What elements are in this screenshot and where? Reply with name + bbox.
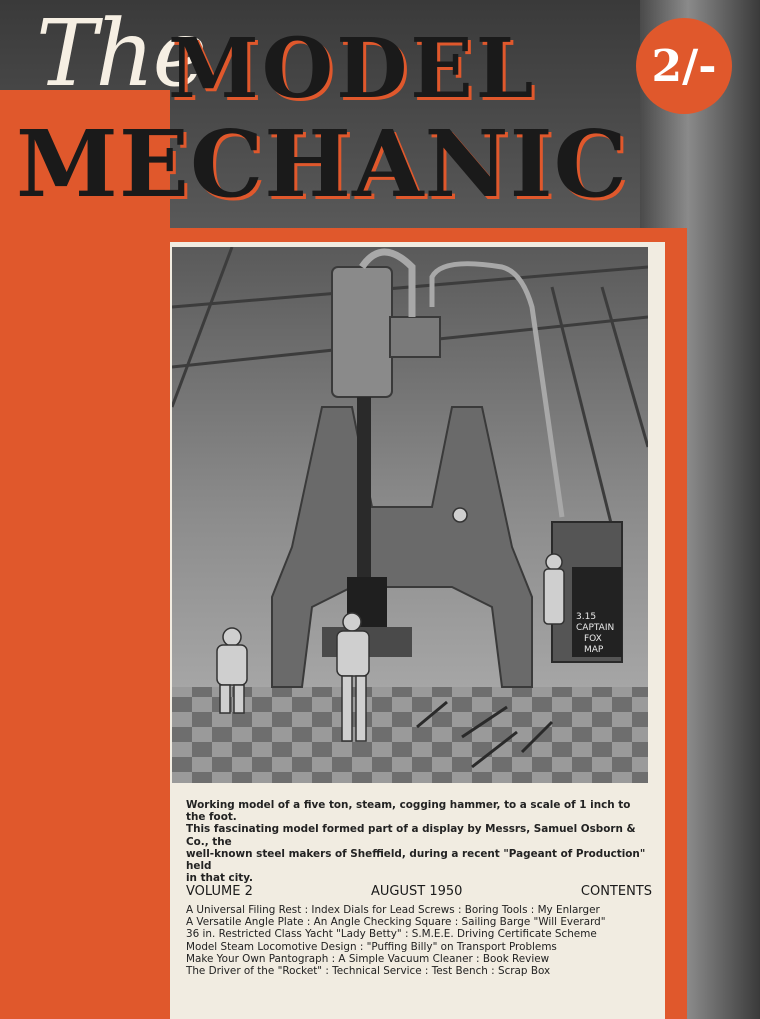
contents-heading: CONTENTS [580, 884, 652, 899]
photo-caption [186, 799, 652, 884]
caption-line: in that city. [186, 872, 253, 885]
contents-line: 36 in. Restricted Class Yacht "Lady Betty" : S.M.E.E. Driving Certificate Scheme [186, 928, 597, 941]
contents-line: The Driver of the "Rocket" : Technical Service : Test Bench : Scrap Box [186, 965, 551, 978]
volume-number: VOLUME 2 [186, 884, 253, 899]
cover-photo [172, 247, 648, 783]
sign-line: CAPTAIN [576, 623, 615, 633]
issue-date: AUGUST 1950 [371, 884, 463, 899]
contents-line: A Versatile Angle Plate : An Angle Checking Square : Sailing Barge "Will Everard" [186, 916, 606, 929]
sign-line: FOX [584, 634, 602, 644]
caption-line: Working model of a five ton, steam, cogging hammer, to a scale of 1 inch to the foot. [186, 799, 631, 824]
contents-line: A Universal Filing Rest : Index Dials for Lead Screws : Boring Tools : My Enlarger [186, 904, 600, 916]
masthead-mechanic: MECHANIC [16, 110, 628, 218]
contents-list [186, 904, 652, 977]
contents-line: Model Steam Locomotive Design : "Puffing Billy" on Transport Problems [186, 940, 557, 953]
sign-line: MAP [584, 645, 604, 655]
issue-info-row [186, 884, 652, 902]
price-badge: 2/- [636, 18, 732, 114]
top-orange-strip [170, 228, 687, 242]
caption-line: well-known steel makers of Sheffield, during a recent "Pageant of Production" held [186, 847, 646, 873]
contents-line: Make Your Own Pantograph : A Simple Vacuum Cleaner : Book Review [186, 952, 550, 965]
steam-hammer-photo [172, 247, 648, 783]
masthead-the: The [36, 0, 206, 107]
right-orange-strip [665, 228, 687, 1019]
sign-line: 3.15 [576, 612, 597, 622]
masthead-model: MODEL [168, 21, 537, 117]
caption-line: This fascinating model formed part of a display by Messrs, Samuel Osborn & Co., the [186, 823, 636, 848]
left-orange-panel [0, 90, 170, 1019]
